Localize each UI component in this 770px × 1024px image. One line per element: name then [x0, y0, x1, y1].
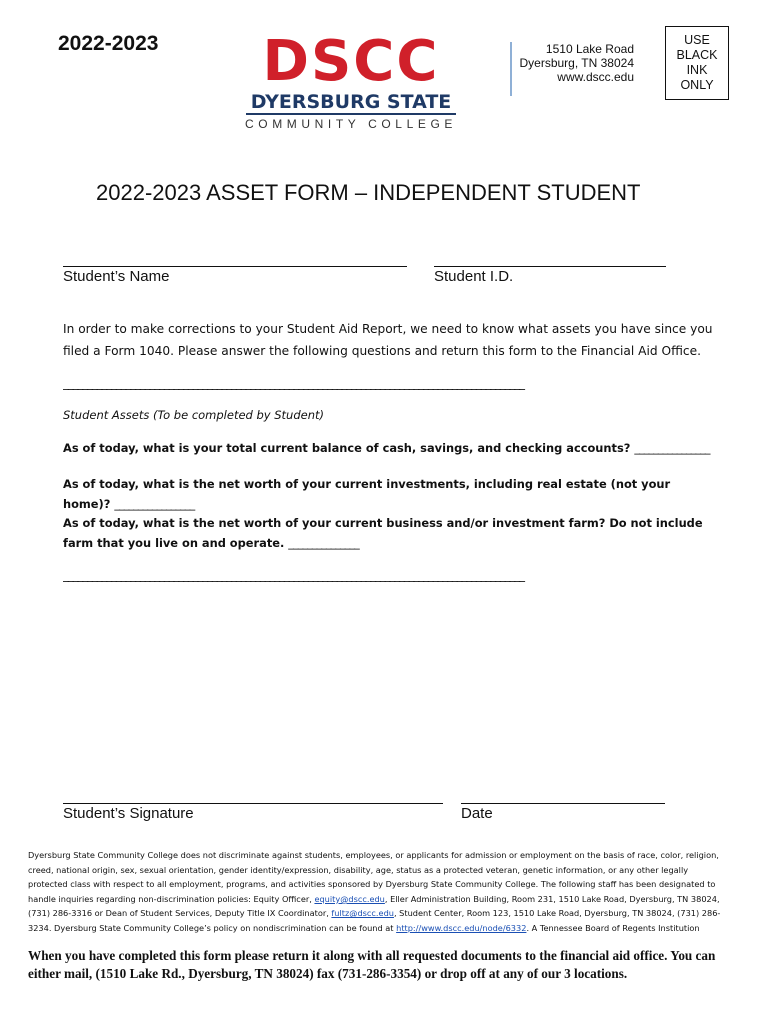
date-field[interactable] [461, 803, 665, 804]
cash-balance-blank[interactable]: ________________ [634, 441, 710, 455]
ink-notice-line: ONLY [680, 78, 714, 92]
ink-notice-box [665, 26, 729, 100]
signature-label: Student’s Signature [63, 805, 194, 822]
return-instructions: When you have completed this form please return it along with all requested documents to the financial aid office. You can either mail, (1510 Lake Rd., Dyersburg, TN 38024) fax (731-286-3354) or drop off at any of our 3 locations. [28, 948, 716, 981]
logo-college-name: DYERSBURG STATE [250, 91, 452, 113]
fultz-email-link[interactable]: fultz@dscc.edu [331, 908, 394, 919]
investments-blank[interactable]: _________________ [114, 497, 195, 511]
nd-text: , Eller Administration Building, Room 231, 1510 Lake Road, Dyersburg, TN 38024, (731) 286-3316 or Dean of Student Services, Deputy Title IX Coordinator, [28, 893, 720, 919]
ink-notice-line: INK [686, 63, 708, 77]
student-id-field[interactable] [434, 266, 666, 267]
intro-paragraph: In order to make corrections to your Student Aid Report, we need to know what assets you have since you filed a Form 1040. Please answer the following questions and return this form to the Financial Aid Office. [63, 322, 713, 358]
signature-field[interactable] [63, 803, 443, 804]
logo-wordmark: DSCC [262, 29, 440, 94]
ink-notice-line: USE [684, 33, 710, 47]
logo-college-type: COMMUNITY COLLEGE [245, 117, 457, 131]
ink-notice-line: BLACK [676, 48, 718, 62]
logo-divider [246, 113, 456, 115]
question-business-farm [63, 513, 728, 553]
question-cash-balance [63, 438, 728, 458]
business-farm-blank[interactable]: _______________ [288, 536, 359, 550]
question-text: As of today, what is your total current balance of cash, savings, and checking accounts? [63, 441, 631, 455]
separator-line: ________________________________________________________________________________________________ [63, 568, 524, 582]
policy-link[interactable]: http://www.dscc.edu/node/6332 [396, 922, 527, 933]
question-text: As of today, what is the net worth of your current investments, including real estate (not your home)? [63, 477, 671, 511]
form-title: 2022-2023 ASSET FORM – INDEPENDENT STUDENT [96, 180, 641, 205]
header-divider [510, 42, 512, 96]
address-street: 1510 Lake Road [545, 42, 634, 56]
section-label: Student Assets (To be completed by Student) [63, 408, 325, 422]
college-address [516, 42, 634, 84]
student-name-field[interactable] [63, 266, 407, 267]
question-text: As of today, what is the net worth of your current business and/or investment farm? Do not include farm that you live on and operate. [63, 516, 703, 550]
form-year: 2022-2023 [58, 32, 159, 55]
question-investments [63, 474, 703, 514]
dscc-logo [244, 29, 458, 131]
student-name-label: Student’s Name [63, 268, 170, 285]
nd-text: Dyersburg State Community College does not discriminate against students, employees, or applicants for admission or employment on the basis of race, color, religion, creed, national origin, sex, sexual orientation, gender identity/expression, disability, age, status as a protected veteran, genetic information, or any other legally protected class with respect to all employment, programs, and activities sponsored by Dyersburg State Community College. The following staff has been designated to handle inquiries regarding non-discrimination policies: Equity Officer, [28, 850, 719, 904]
equity-email-link[interactable]: equity@dscc.edu [314, 893, 385, 904]
nd-text: . A Tennessee Board of Regents Institution [526, 922, 700, 933]
separator-line: ________________________________________________________________________________________________ [63, 376, 524, 390]
nd-text: , Student Center, Room 123, 1510 Lake Road, Dyersburg, TN 38024, (731) 286-3234. Dyersburg State Community College’s policy on nondiscrimination can be found at [28, 908, 721, 933]
address-city: Dyersburg, TN 38024 [519, 56, 634, 70]
address-website: www.dscc.edu [557, 70, 634, 84]
date-label: Date [461, 805, 493, 822]
student-id-label: Student I.D. [434, 268, 514, 285]
nondiscrimination-statement [28, 848, 728, 936]
